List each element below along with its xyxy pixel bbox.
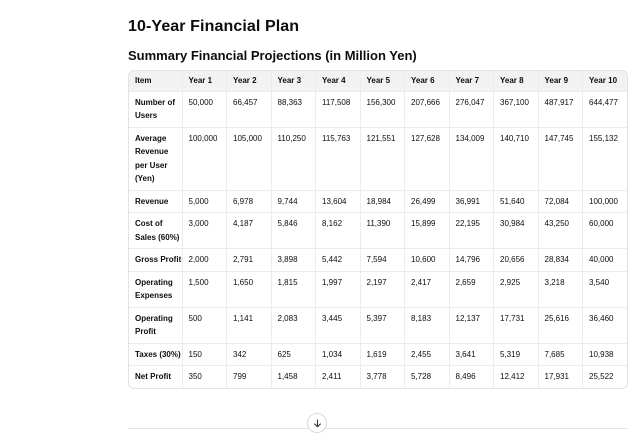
table-cell: 799 [227, 366, 272, 388]
table-cell: 350 [182, 366, 227, 388]
table-cell: 3,540 [583, 271, 628, 307]
scroll-down-button[interactable] [307, 413, 327, 433]
table-cell: 155,132 [583, 127, 628, 190]
header-cell: Year 3 [271, 71, 316, 91]
table-cell: 1,997 [316, 271, 361, 307]
table-row [129, 127, 627, 190]
table-cell: 2,411 [316, 366, 361, 388]
table-cell: 3,778 [360, 366, 405, 388]
table-cell: 8,162 [316, 213, 361, 249]
table-cell: 10,600 [405, 249, 450, 272]
page-title: 10-Year Financial Plan [128, 18, 300, 35]
table-cell: 4,187 [227, 213, 272, 249]
financial-table-container [128, 70, 628, 389]
table-cell: 17,731 [494, 307, 539, 343]
table-cell: 644,477 [583, 91, 628, 127]
table-cell: 127,628 [405, 127, 450, 190]
table-cell: 6,978 [227, 190, 272, 213]
table-cell: 8,183 [405, 307, 450, 343]
table-cell: 2,659 [449, 271, 494, 307]
table-cell: 3,641 [449, 343, 494, 366]
table-cell: 17,931 [538, 366, 583, 388]
table-cell: 5,319 [494, 343, 539, 366]
table-cell: 2,417 [405, 271, 450, 307]
table-cell: 1,650 [227, 271, 272, 307]
section-heading: Summary Financial Projections (in Million Yen) [128, 48, 417, 63]
row-label: Operating Expenses [129, 271, 182, 307]
table-cell: 9,744 [271, 190, 316, 213]
table-cell: 66,457 [227, 91, 272, 127]
table-cell: 5,728 [405, 366, 450, 388]
table-cell: 1,141 [227, 307, 272, 343]
table-cell: 5,442 [316, 249, 361, 272]
table-cell: 72,084 [538, 190, 583, 213]
table-cell: 121,551 [360, 127, 405, 190]
table-cell: 625 [271, 343, 316, 366]
row-label: Number of Users [129, 91, 182, 127]
table-cell: 15,899 [405, 213, 450, 249]
table-cell: 3,000 [182, 213, 227, 249]
header-cell: Year 5 [360, 71, 405, 91]
table-cell: 1,458 [271, 366, 316, 388]
table-cell: 2,197 [360, 271, 405, 307]
table-cell: 36,991 [449, 190, 494, 213]
table-cell: 3,218 [538, 271, 583, 307]
table-cell: 105,000 [227, 127, 272, 190]
table-cell: 147,745 [538, 127, 583, 190]
table-row [129, 190, 627, 213]
content-divider [128, 428, 628, 429]
table-cell: 25,616 [538, 307, 583, 343]
header-cell: Year 7 [449, 71, 494, 91]
table-cell: 2,925 [494, 271, 539, 307]
table-cell: 5,846 [271, 213, 316, 249]
table-cell: 207,666 [405, 91, 450, 127]
table-row [129, 249, 627, 272]
table-cell: 150 [182, 343, 227, 366]
table-cell: 115,763 [316, 127, 361, 190]
table-cell: 60,000 [583, 213, 628, 249]
table-cell: 18,984 [360, 190, 405, 213]
table-cell: 2,000 [182, 249, 227, 272]
table-cell: 5,000 [182, 190, 227, 213]
table-cell: 117,508 [316, 91, 361, 127]
table-cell: 20,656 [494, 249, 539, 272]
row-label: Cost of Sales (60%) [129, 213, 182, 249]
table-row [129, 91, 627, 127]
table-cell: 140,710 [494, 127, 539, 190]
table-cell: 26,499 [405, 190, 450, 213]
table-cell: 100,000 [583, 190, 628, 213]
table-cell: 40,000 [583, 249, 628, 272]
row-label: Operating Profit [129, 307, 182, 343]
row-label: Net Profit [129, 366, 182, 388]
table-cell: 13,604 [316, 190, 361, 213]
header-cell: Year 4 [316, 71, 361, 91]
financial-projections-table [129, 71, 627, 388]
table-cell: 100,000 [182, 127, 227, 190]
table-cell: 500 [182, 307, 227, 343]
table-cell: 12,412 [494, 366, 539, 388]
header-cell: Item [129, 71, 182, 91]
table-cell: 14,796 [449, 249, 494, 272]
header-cell: Year 9 [538, 71, 583, 91]
table-row [129, 343, 627, 366]
row-label: Average Revenue per User (Yen) [129, 127, 182, 190]
table-cell: 36,460 [583, 307, 628, 343]
table-cell: 11,390 [360, 213, 405, 249]
table-cell: 30,984 [494, 213, 539, 249]
table-cell: 3,898 [271, 249, 316, 272]
arrow-down-icon [313, 419, 322, 428]
table-cell: 10,938 [583, 343, 628, 366]
table-cell: 1,619 [360, 343, 405, 366]
table-cell: 2,791 [227, 249, 272, 272]
table-row [129, 366, 627, 388]
header-cell: Year 6 [405, 71, 450, 91]
table-cell: 51,640 [494, 190, 539, 213]
table-cell: 5,397 [360, 307, 405, 343]
header-cell: Year 10 [583, 71, 628, 91]
table-cell: 156,300 [360, 91, 405, 127]
table-cell: 7,685 [538, 343, 583, 366]
table-cell: 276,047 [449, 91, 494, 127]
table-cell: 28,834 [538, 249, 583, 272]
table-cell: 12,137 [449, 307, 494, 343]
table-cell: 1,815 [271, 271, 316, 307]
table-cell: 110,250 [271, 127, 316, 190]
table-row [129, 271, 627, 307]
table-header-row [129, 71, 627, 91]
table-cell: 1,034 [316, 343, 361, 366]
row-label: Revenue [129, 190, 182, 213]
table-cell: 2,455 [405, 343, 450, 366]
header-cell: Year 2 [227, 71, 272, 91]
table-cell: 134,009 [449, 127, 494, 190]
table-cell: 8,496 [449, 366, 494, 388]
table-row [129, 307, 627, 343]
row-label: Taxes (30%) [129, 343, 182, 366]
table-cell: 3,445 [316, 307, 361, 343]
table-cell: 342 [227, 343, 272, 366]
table-cell: 22,195 [449, 213, 494, 249]
table-cell: 1,500 [182, 271, 227, 307]
table-cell: 25,522 [589, 372, 614, 381]
table-cell: 2,083 [271, 307, 316, 343]
table-row [129, 213, 627, 249]
header-cell: Year 1 [182, 71, 227, 91]
header-cell: Year 8 [494, 71, 539, 91]
table-cell: 50,000 [182, 91, 227, 127]
table-cell: 367,100 [494, 91, 539, 127]
table-cell: 88,363 [271, 91, 316, 127]
row-label: Gross Profit [129, 249, 182, 272]
table-cell: 43,250 [538, 213, 583, 249]
table-cell: 7,594 [360, 249, 405, 272]
table-cell: 487,917 [538, 91, 583, 127]
